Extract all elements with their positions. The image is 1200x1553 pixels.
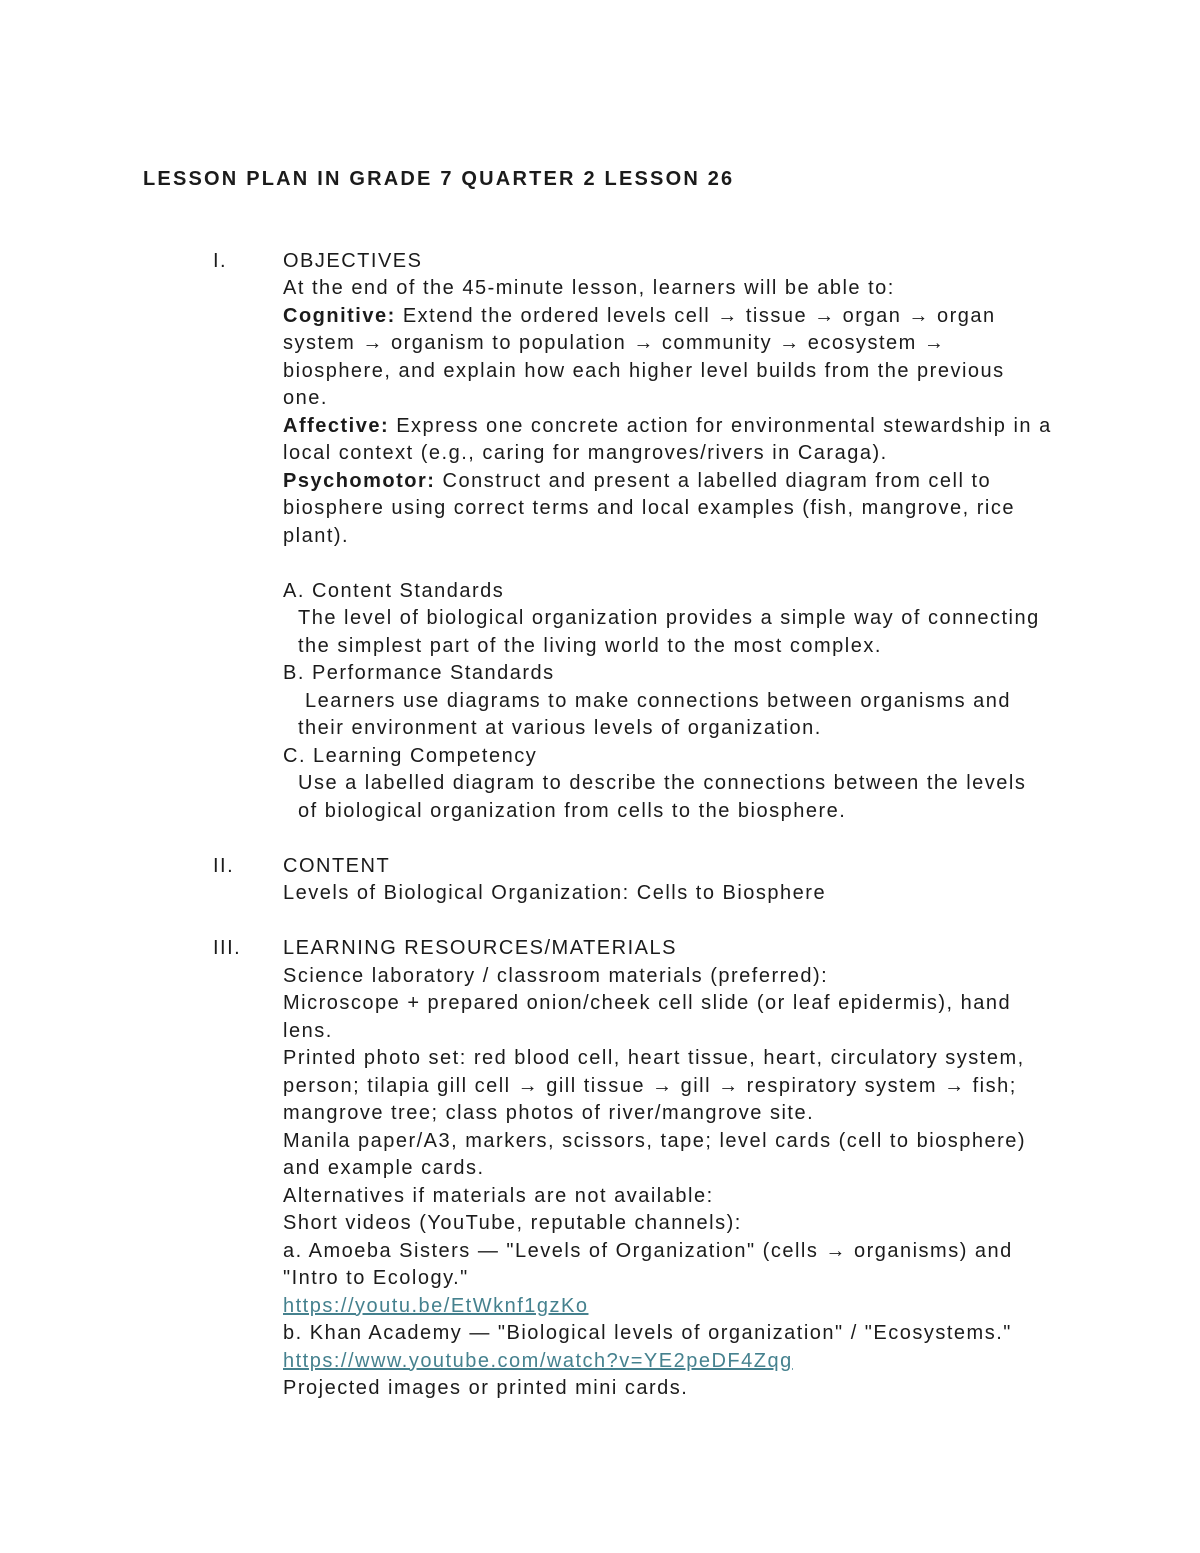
text-line: Learners use diagrams to make connections between organisms and (298, 689, 1012, 712)
resource-line: mangrove tree; class photos of river/mangrove site. (283, 1102, 815, 1124)
cognitive-text: Extend the ordered levels cell → tissue → organ → organ (395, 304, 996, 327)
affective-label: Affective: (283, 414, 390, 437)
objectives-intro: At the end of the 45-minute lesson, learners will be able to: (283, 277, 895, 299)
resource-line: and example cards. (283, 1157, 485, 1179)
standard-body (298, 770, 1200, 825)
resource-line: Short videos (YouTube, reputable channels): (283, 1212, 742, 1234)
section-resources-content (283, 935, 1200, 1403)
resource-line: Projected images or printed mini cards. (283, 1377, 689, 1399)
resource-line: person; tilapia gill cell → gill tissue → gill → respiratory system → fish; (283, 1074, 1017, 1097)
resource-line: b. Khan Academy — "Biological levels of organization" / "Ecosystems." (283, 1322, 1012, 1344)
standard-body (298, 688, 1200, 743)
text-line: system → organism to population → community → ecosystem → (283, 332, 946, 354)
resource-line: Alternatives if materials are not available: (283, 1184, 714, 1207)
document-title: LESSON PLAN IN GRADE 7 QUARTER 2 LESSON 26 (143, 168, 735, 190)
text-line (283, 413, 1200, 441)
section-heading: OBJECTIVES (283, 249, 423, 272)
text-line (283, 468, 1200, 496)
text-line: biosphere, and explain how each higher level builds from the previous (283, 359, 1005, 382)
resource-line-link (283, 1293, 1200, 1321)
section-resources (213, 935, 1200, 1403)
resource-line: Manila paper/A3, markers, scissors, tape; level cards (cell to biosphere) (283, 1129, 1027, 1152)
psychomotor-text: Construct and present a labelled diagram from cell to (435, 469, 992, 492)
resource-line: Science laboratory / classroom materials (preferred): (283, 964, 829, 987)
section-objectives-content (283, 248, 1200, 826)
psychomotor-label: Psychomotor: (283, 469, 436, 492)
section-content-content (283, 853, 1200, 908)
section-heading: CONTENT (283, 854, 391, 877)
section-numeral: III. (213, 937, 242, 959)
standard-heading: C. Learning Competency (283, 744, 538, 767)
text-line: one. (283, 387, 328, 409)
text-line (283, 303, 1200, 331)
section-numeral: II. (213, 854, 235, 877)
resource-line: a. Amoeba Sisters — "Levels of Organization" (cells → organisms) and (283, 1239, 1013, 1262)
resource-line: Microscope + prepared onion/cheek cell slide (or leaf epidermis), hand (283, 992, 1012, 1014)
content-body: Levels of Biological Organization: Cells to Biosphere (283, 882, 827, 904)
resource-line-link (283, 1348, 1200, 1376)
khan-video-link[interactable]: https://www.youtube.com/watch?v=YE2peDF4Zqg (283, 1349, 793, 1372)
text-line: Use a labelled diagram to describe the connections between the levels (298, 772, 1027, 794)
text-line: the simplest part of the living world to the most complex. (298, 634, 882, 657)
standard-heading: B. Performance Standards (283, 662, 555, 684)
section-content (213, 853, 1200, 908)
section-numeral: I. (213, 249, 228, 272)
cognitive-label: Cognitive: (283, 304, 396, 327)
amoeba-video-link[interactable]: https://youtu.be/EtWknf1gzKo (283, 1294, 589, 1317)
text-line: The level of biological organization provides a simple way of connecting (298, 607, 1040, 629)
text-line: of biological organization from cells to the biosphere. (298, 799, 847, 822)
text-line: plant). (283, 524, 350, 547)
standards-block (283, 578, 1200, 826)
section-objectives (213, 248, 1200, 826)
text-line: biosphere using correct terms and local examples (fish, mangrove, rice (283, 497, 1015, 519)
resource-line: "Intro to Ecology." (283, 1267, 469, 1289)
text-line: local context (e.g., caring for mangroves/rivers in Caraga). (283, 442, 888, 464)
resource-line: lens. (283, 1019, 333, 1042)
resource-line: Printed photo set: red blood cell, heart tissue, heart, circulatory system, (283, 1047, 1025, 1069)
standard-body (298, 605, 1200, 660)
text-line: their environment at various levels of organization. (298, 717, 822, 739)
section-heading: LEARNING RESOURCES/MATERIALS (283, 937, 677, 959)
affective-text: Express one concrete action for environmental stewardship in a (389, 414, 1052, 437)
standard-heading: A. Content Standards (283, 579, 505, 602)
